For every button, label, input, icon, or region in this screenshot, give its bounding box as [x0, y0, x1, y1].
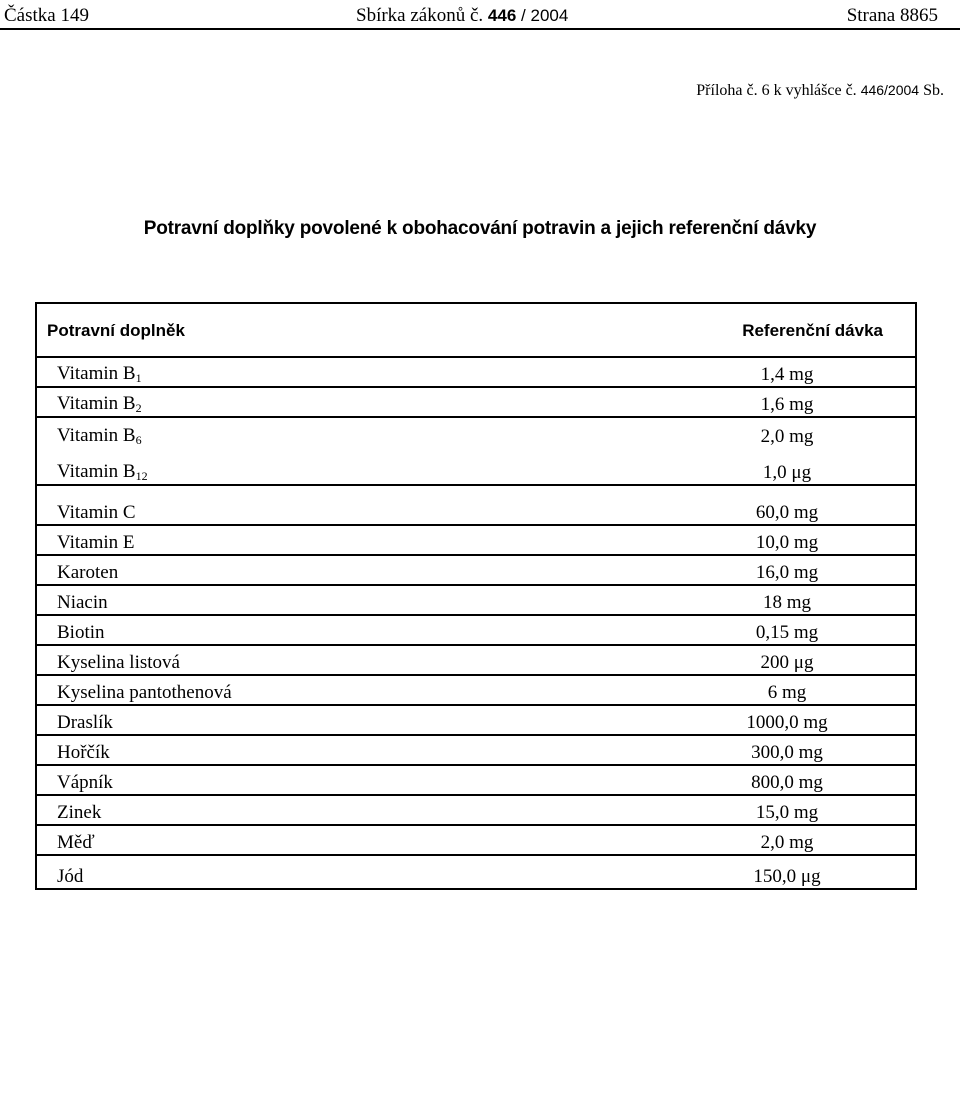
annex-suffix: Sb. — [923, 82, 944, 99]
table-row — [37, 358, 915, 388]
law-number: 446 — [487, 6, 517, 25]
reference-dose: 1,4 mg — [760, 364, 814, 385]
table-row — [37, 526, 915, 556]
supplement-name — [57, 867, 83, 886]
table-row — [37, 388, 915, 418]
table-header — [37, 304, 915, 358]
supplement-name — [57, 593, 108, 612]
reference-dose: 60,0 mg — [755, 502, 819, 523]
table-row — [37, 676, 915, 706]
issue-number: Částka 149 — [4, 5, 89, 26]
table-row — [37, 826, 915, 856]
supplement-table — [35, 302, 917, 890]
supplement-name — [57, 683, 232, 702]
page-number: Strana 8865 — [846, 5, 938, 26]
supplement-name-text: Hořčík — [57, 742, 110, 763]
supplement-name-text: Vitamin B — [57, 363, 136, 384]
table-row — [37, 486, 915, 526]
collection-prefix: Sbírka zákonů č. — [356, 5, 484, 26]
reference-dose: 15,0 mg — [755, 802, 819, 823]
reference-dose: 0,15 mg — [755, 622, 819, 643]
supplement-name — [57, 364, 142, 384]
supplement-name-text: Draslík — [57, 712, 113, 733]
table-row — [37, 448, 915, 486]
supplement-name-text: Vitamin E — [57, 532, 135, 553]
reference-dose: 2,0 mg — [760, 426, 814, 447]
reference-dose: 1000,0 mg — [746, 712, 828, 733]
supplement-name-text: Biotin — [57, 622, 105, 643]
supplement-name — [57, 653, 180, 672]
supplement-name — [57, 833, 95, 852]
page-header — [0, 0, 960, 30]
law-year: 2004 — [530, 6, 569, 25]
reference-dose: 2,0 mg — [760, 832, 814, 853]
supplement-name — [57, 563, 118, 582]
supplement-name-text: Karoten — [57, 562, 119, 583]
vitamin-subscript: 1 — [135, 371, 142, 385]
supplement-name — [57, 426, 142, 446]
supplement-name-text: Vitamin B — [57, 393, 136, 414]
reference-dose: 10,0 mg — [755, 532, 819, 553]
reference-dose: 1,6 mg — [760, 394, 814, 415]
column-header-supplement: Potravní doplněk — [47, 321, 185, 340]
supplement-name-text: Vápník — [57, 772, 113, 793]
supplement-name — [57, 713, 113, 732]
supplement-name-text: Kyselina listová — [57, 652, 180, 673]
page-title: Potravní doplňky povolené k obohacování potravin a jejich referenční dávky — [143, 218, 817, 239]
supplement-name-text: Vitamin B — [57, 461, 136, 482]
supplement-name — [57, 533, 134, 552]
supplement-name-text: Vitamin B — [57, 425, 136, 446]
supplement-name — [57, 503, 136, 522]
table-row — [37, 706, 915, 736]
reference-dose: 200 μg — [760, 652, 814, 673]
vitamin-subscript: 6 — [135, 433, 142, 447]
supplement-name-text: Měď — [57, 832, 95, 853]
law-separator: / — [521, 6, 526, 25]
supplement-name-text: Vitamin C — [57, 502, 136, 523]
reference-dose: 1,0 μg — [762, 462, 812, 483]
reference-dose: 18 mg — [762, 592, 812, 613]
reference-dose: 800,0 mg — [751, 772, 823, 793]
supplement-name-text: Jód — [57, 866, 84, 887]
reference-dose: 16,0 mg — [755, 562, 819, 583]
supplement-name-text: Zinek — [57, 802, 102, 823]
supplement-name — [57, 743, 110, 762]
table-row — [37, 766, 915, 796]
supplement-name-text: Kyselina pantothenová — [57, 682, 232, 703]
table-row — [37, 646, 915, 676]
supplement-name — [57, 803, 101, 822]
table-row — [37, 856, 915, 888]
table-row — [37, 796, 915, 826]
table-row — [37, 586, 915, 616]
annex-label — [696, 82, 944, 100]
reference-dose: 300,0 mg — [751, 742, 823, 763]
annex-ref: 446/2004 — [860, 82, 920, 98]
vitamin-subscript: 12 — [135, 469, 148, 483]
reference-dose: 6 mg — [767, 682, 807, 703]
annex-text: Příloha č. 6 k vyhlášce č. — [696, 82, 857, 99]
table-row — [37, 616, 915, 646]
table-row — [37, 418, 915, 448]
column-header-dose: Referenční dávka — [742, 321, 883, 340]
vitamin-subscript: 2 — [135, 401, 142, 415]
supplement-name — [57, 773, 113, 792]
collection-title — [356, 5, 568, 27]
supplement-name — [57, 462, 148, 482]
reference-dose: 150,0 μg — [753, 866, 821, 887]
supplement-name — [57, 623, 105, 642]
table-row — [37, 736, 915, 766]
supplement-name — [57, 394, 142, 414]
table-row — [37, 556, 915, 586]
supplement-name-text: Niacin — [57, 592, 108, 613]
